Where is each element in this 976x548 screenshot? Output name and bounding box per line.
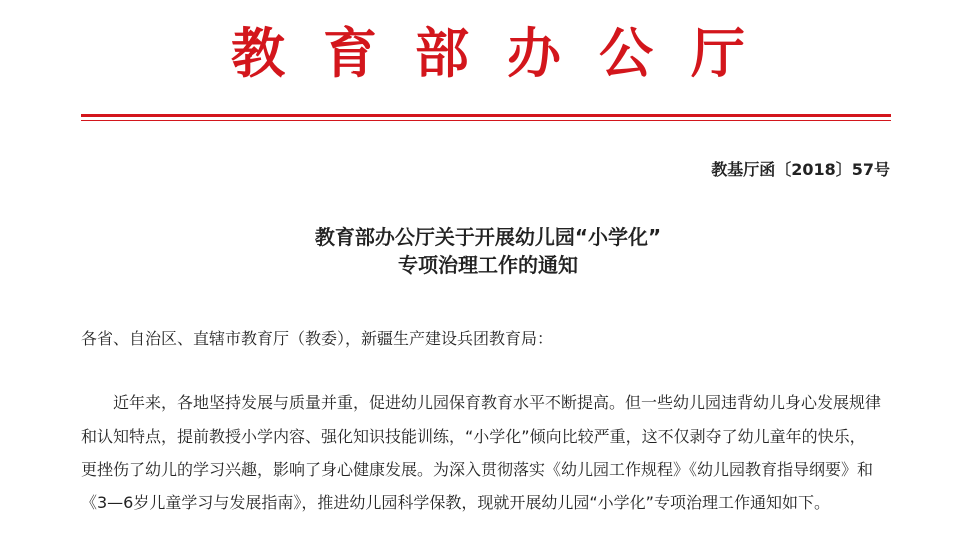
header-divider-thick [81, 114, 891, 117]
body-line: 更挫伤了幼儿的学习兴趣，影响了身心健康发展。为深入贯彻落实《幼儿园工作规程》《幼儿园教育指导纲要》和 [81, 460, 874, 479]
salutation: 各省、自治区、直辖市教育厅（教委），新疆生产建设兵团教育局： [81, 329, 554, 348]
header-divider-thin [81, 120, 891, 121]
agency-header: 教育部办公厅 [231, 21, 783, 85]
document-title-line1: 教育部办公厅关于开展幼儿园“小学化” [314, 225, 662, 249]
body-line: 和认知特点，提前教授小学内容、强化知识技能训练，“小学化”倾向比较严重，这不仅剥夺了幼儿童年的快乐， [81, 427, 866, 446]
document-title-line2: 专项治理工作的通知 [398, 253, 578, 277]
body-line: 《3—6岁儿童学习与发展指南》，推进幼儿园科学保教，现就开展幼儿园“小学化”专项治理工作通知如下。 [81, 493, 830, 512]
document-number: 教基厅函〔2018〕57号 [711, 160, 890, 179]
body-line: 近年来，各地坚持发展与质量并重，促进幼儿园保育教育水平不断提高。但一些幼儿园违背幼儿身心发展规律 [113, 393, 882, 412]
